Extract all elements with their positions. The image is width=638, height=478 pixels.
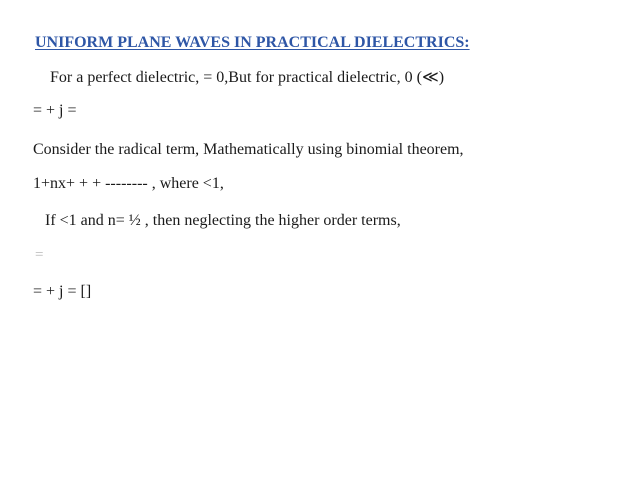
radical-term-line: Consider the radical term, Mathematically using binomial theorem, <box>33 141 464 158</box>
slide-title: UNIFORM PLANE WAVES IN PRACTICAL DIELECTRICS: <box>35 34 470 51</box>
equation-line-1: = + j = <box>33 102 77 119</box>
perfect-dielectric-line: For a perfect dielectric, = 0,But for practical dielectric, 0 (≪) <box>50 69 445 86</box>
faded-equation-line: = <box>35 247 44 263</box>
equation-line-2: = + j = [] <box>33 283 92 300</box>
approximation-condition-line: If <1 and n= ½ , then neglecting the higher order terms, <box>45 212 401 229</box>
binomial-expansion-line: 1+nx+ + + -------- , where <1, <box>33 175 224 192</box>
